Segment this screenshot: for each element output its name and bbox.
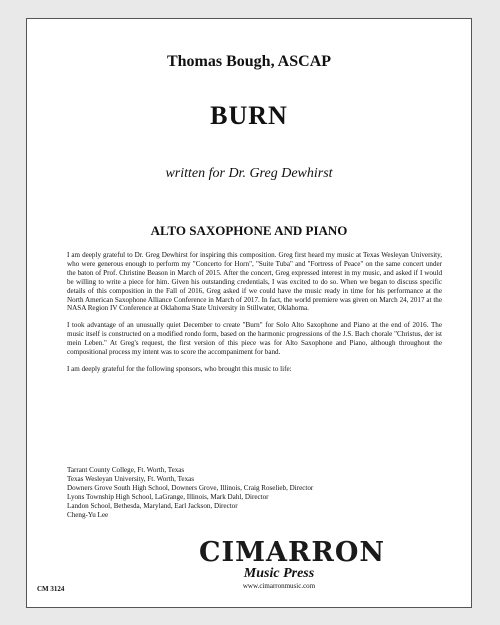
program-notes [67,251,442,382]
program-note-paragraph: I am deeply grateful for the following sponsors, who brought this music to life: [67,364,292,373]
catalog-number: CM 3124 [37,585,65,593]
sponsor-item: Tarrant County College, Ft. Worth, Texas [67,466,185,474]
piece-title: BURN [210,101,288,130]
publisher-subtitle: Music Press [243,566,315,581]
score-cover-page [26,18,472,608]
sponsor-item: Texas Wesleyan University, Ft. Worth, Texas [67,474,195,483]
program-note-paragraph: I took advantage of an unusually quiet December to create "Burn" for Solo Alto Saxophone and Piano at the end of 2016. The music itself is constructed on a modified rondo form, based on the harmonic progressions of the J.S. Bach chorale "Christus, der ist mein Leben." At Greg's request, the first version of this piece was for Alto Saxophone and Piano, although throughout the compositional process my intent was to score the accompaniment for band. [67,321,442,357]
sponsor-item: Downers Grove South High School, Downers Grove, Illinois, Craig Roselieb, Director [67,483,314,492]
sponsor-item: Lyons Township High School, LaGrange, Illinois, Mark Dahl, Director [67,492,269,501]
publisher-url: www.cimarronmusic.com [242,582,316,590]
composer-name: Thomas Bough, ASCAP [166,53,332,70]
program-note-paragraph: I am deeply grateful to Dr. Greg Dewhirst for inspiring this composition. Greg first heard my music at Texas Wesleyan University, who were generous enough to perform my "Concerto for Horn", "Suite Tuba" and "Fortress of Peace" on the same concert under the baton of Prof. Christine Beason in March of 2015. After the concert, Greg expressed interest in my music, and asked if I would be willing to write a piece for him. Given his outstanding credentials, I was excited to do so. When we began to discuss specific details of this composition in the Fall of 2016, Greg asked if we could have the music ready in time for his performance at the North American Saxophone Alliance Conference in March of 2017. In fact, the world premiere was given on March 24, 2017 at the NASA Region IV Conference at Oklahoma State University in Stillwater, Oklahoma. [67,251,442,313]
publisher-logo [199,537,386,591]
sponsor-list [67,466,442,519]
sponsor-item: Landon School, Bethesda, Maryland, Earl Jackson, Director [67,501,238,510]
dedication: written for Dr. Greg Dewhirst [165,166,333,181]
sponsor-item: Cheng-Yu Lee [67,510,109,519]
publisher-name: CIMARRON [199,537,386,568]
instrumentation: ALTO SAXOPHONE AND PIANO [150,223,348,238]
